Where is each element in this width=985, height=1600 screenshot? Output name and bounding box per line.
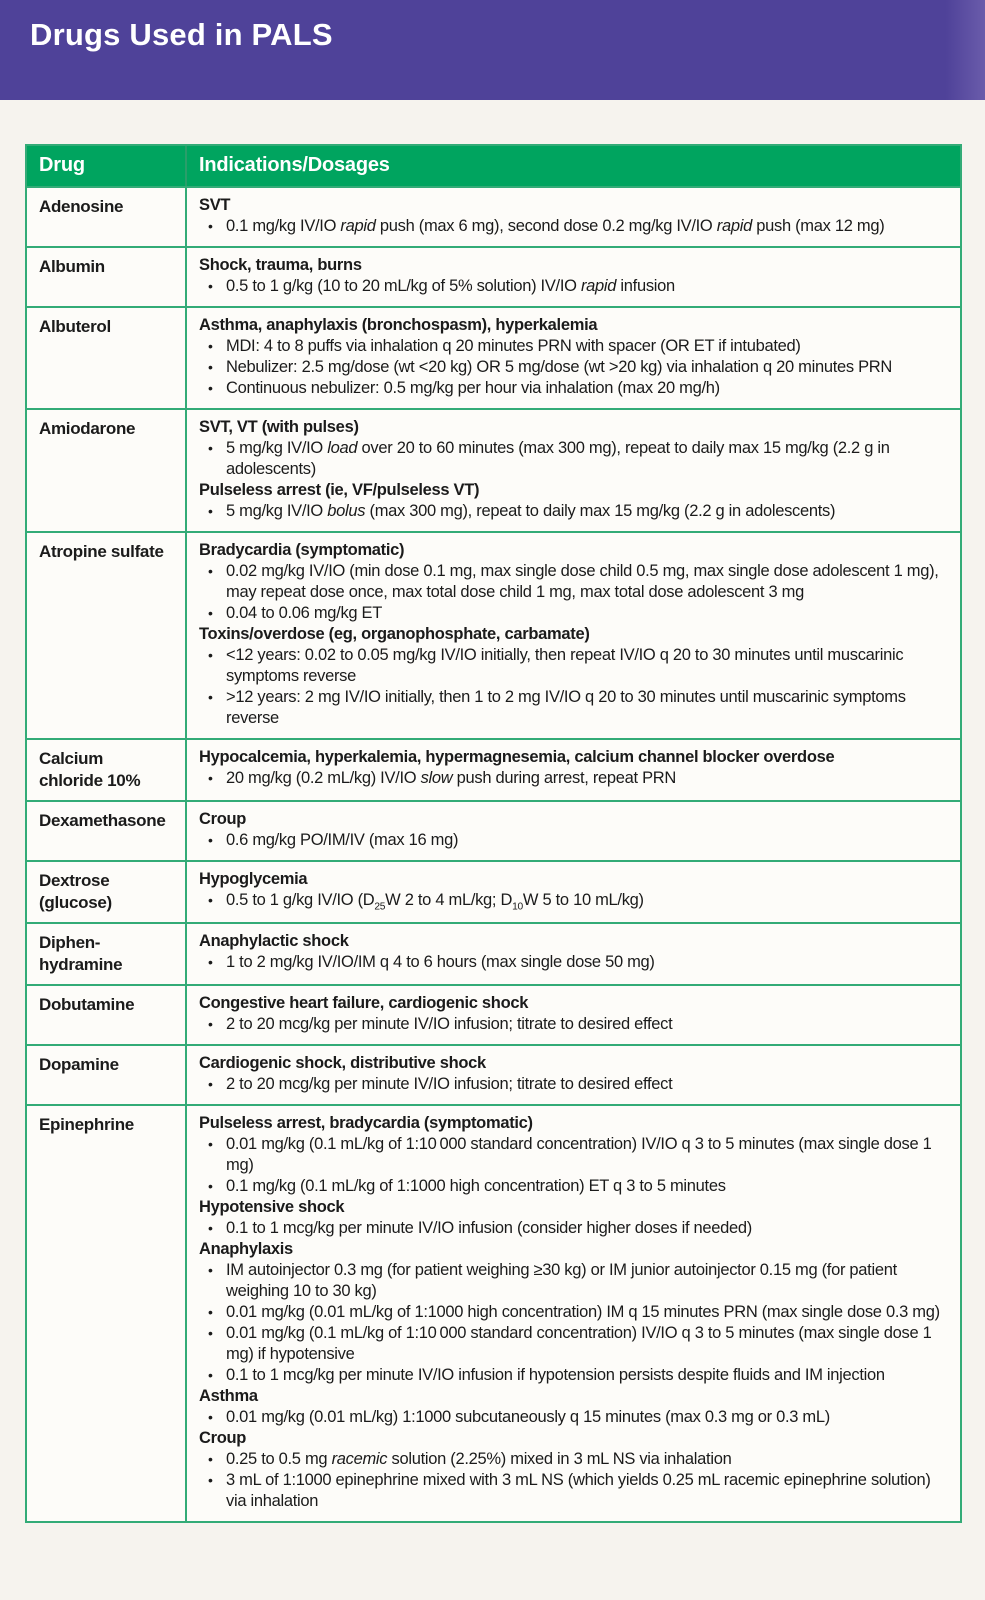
dosage-bullet [199,1074,946,1095]
bullet-icon: • [208,563,213,579]
dosage-bullet [199,1449,946,1470]
dosage-bullet [199,561,946,603]
indication-heading: Toxins/overdose (eg, organophosphate, carbamate) [199,625,590,643]
dosage-text: 5 mg/kg IV/IO load over 20 to 60 minutes (max 300 mg), repeat to daily max 15 mg/kg (2.2 g in adolescents) [226,439,890,478]
drug-name: Dopamine [27,1046,187,1104]
indication-heading: Hypoglycemia [199,870,308,888]
indication-heading: SVT, VT (with pulses) [199,418,359,436]
bullet-icon: • [208,380,213,396]
table-row [27,186,960,246]
dosage-bullet [199,1218,946,1239]
dosage-text: 0.1 to 1 mcg/kg per minute IV/IO infusion (consider higher doses if needed) [226,1219,752,1237]
dosage-text: >12 years: 2 mg IV/IO initially, then 1 to 2 mg IV/IO q 20 to 30 minutes until muscarinic symptoms reverse [226,688,906,727]
indication-heading: Congestive heart failure, cardiogenic shock [199,994,529,1012]
drug-name: Albuterol [27,308,187,408]
dosage-bullet [199,890,946,911]
indication-heading: Hypotensive shock [199,1198,345,1216]
dosage-text: Continuous nebulizer: 0.5 mg/kg per hour via inhalation (max 20 mg/h) [226,379,720,397]
bullet-icon: • [208,1220,213,1236]
indication-heading: Anaphylaxis [199,1240,293,1258]
drug-name: Adenosine [27,188,187,246]
dosage-bullet [199,1407,946,1428]
indication-heading: Anaphylactic shock [199,932,349,950]
dosage-bullet [199,357,946,378]
bullet-icon: • [208,832,213,848]
bullet-icon: • [208,1367,213,1383]
indication-heading: Shock, trauma, burns [199,256,362,274]
bullet-icon: • [208,1409,213,1425]
indication-heading: Pulseless arrest (ie, VF/pulseless VT) [199,481,480,499]
dosage-text: 2 to 20 mcg/kg per minute IV/IO infusion; titrate to desired effect [226,1015,673,1033]
dosage-bullet [199,768,946,789]
dosage-bullet [199,645,946,687]
bullet-icon: • [208,770,213,786]
dosage-text: 0.25 to 0.5 mg racemic solution (2.25%) mixed in 3 mL NS via inhalation [226,1450,732,1468]
dosage-text: 0.01 mg/kg (0.1 mL/kg of 1:10 000 standard concentration) IV/IO q 3 to 5 minutes (max single dose 1 mg) [226,1135,932,1174]
bullet-icon: • [208,954,213,970]
bullet-icon: • [208,1016,213,1032]
dosage-bullet [199,1176,946,1197]
dosage-cell [187,740,960,800]
indication-heading: Croup [199,1429,247,1447]
dosage-text: 0.02 mg/kg IV/IO (min dose 0.1 mg, max single dose child 0.5 mg, max single dose adolescent 1 mg), may repeat dose once, max total dose child 1 mg, max total dose adolescent 3 mg [226,562,939,601]
bullet-icon: • [208,1178,213,1194]
dosage-text: 3 mL of 1:1000 epinephrine mixed with 3 mL NS (which yields 0.25 mL racemic epinephrine solution) via inhalation [226,1471,931,1510]
drug-name: Albumin [27,248,187,306]
dosage-bullet [199,501,946,522]
bullet-icon: • [208,1325,213,1341]
dosage-cell [187,248,960,306]
drug-table [25,144,962,1523]
indication-heading: Pulseless arrest, bradycardia (symptomatic) [199,1114,533,1132]
dosage-bullet [199,1260,946,1302]
indication-heading: Asthma [199,1387,258,1405]
drug-name: Atropine sulfate [27,533,187,738]
table-row [27,1104,960,1521]
dosage-text: 2 to 20 mcg/kg per minute IV/IO infusion; titrate to desired effect [226,1075,673,1093]
dosage-text: 0.1 mg/kg IV/IO rapid push (max 6 mg), second dose 0.2 mg/kg IV/IO rapid push (max 12 mg) [226,217,885,235]
bullet-icon: • [208,1451,213,1467]
dosage-text: IM autoinjector 0.3 mg (for patient weighing ≥30 kg) or IM junior autoinjector 0.15 mg (for patient weighing 10 to 30 kg) [226,1261,897,1300]
table-body [27,186,960,1521]
drug-name: Dextrose (glucose) [27,862,187,922]
dosage-bullet [199,830,946,851]
indication-heading: Hypocalcemia, hyperkalemia, hypermagnesemia, calcium channel blocker overdose [199,748,835,766]
dosage-text: MDI: 4 to 8 puffs via inhalation q 20 minutes PRN with spacer (OR ET if intubated) [226,337,801,355]
dosage-bullet [199,952,946,973]
indication-heading: Croup [199,810,247,828]
dosage-text: 0.1 to 1 mcg/kg per minute IV/IO infusion if hypotension persists despite fluids and IM injection [226,1366,885,1384]
dosage-bullet [199,1302,946,1323]
bullet-icon: • [208,218,213,234]
indication-heading: Cardiogenic shock, distributive shock [199,1054,486,1072]
dosage-text: 5 mg/kg IV/IO bolus (max 300 mg), repeat to daily max 15 mg/kg (2.2 g in adolescents) [226,502,836,520]
dosage-cell [187,924,960,984]
bullet-icon: • [208,278,213,294]
dosage-cell [187,188,960,246]
table-row [27,306,960,408]
dosage-text: 0.04 to 0.06 mg/kg ET [226,604,383,622]
table-header-row [27,146,960,186]
dosage-bullet [199,1014,946,1035]
dosage-cell [187,308,960,408]
table-row [27,984,960,1044]
drug-name: Diphen- hydramine [27,924,187,984]
column-header-drug: Drug [27,146,187,186]
bullet-icon: • [208,647,213,663]
dosage-text: 0.01 mg/kg (0.1 mL/kg of 1:10 000 standard concentration) IV/IO q 3 to 5 minutes (max single dose 1 mg) if hypotensive [226,1324,932,1363]
dosage-text: 20 mg/kg (0.2 mL/kg) IV/IO slow push during arrest, repeat PRN [226,769,677,787]
bullet-icon: • [208,1076,213,1092]
dosage-cell [187,1106,960,1521]
dosage-bullet [199,1134,946,1176]
bullet-icon: • [208,1136,213,1152]
dosage-bullet [199,438,946,480]
bullet-icon: • [208,892,213,908]
dosage-text: <12 years: 0.02 to 0.05 mg/kg IV/IO initially, then repeat IV/IO q 20 to 30 minutes until muscarinic symptoms reverse [226,646,904,685]
page-banner [0,0,985,100]
dosage-bullet [199,216,946,237]
dosage-bullet [199,687,946,729]
table-row [27,531,960,738]
column-header-indications: Indications/Dosages [199,154,390,176]
dosage-text: 0.5 to 1 g/kg IV/IO ($D_{25}W$ 2 to 4 mL/kg; $D_{10}W$ 5 to 10 mL/kg) [226,891,644,913]
dosage-bullet [199,1323,946,1365]
dosage-bullet [199,603,946,624]
table-row [27,1044,960,1104]
bullet-icon: • [208,338,213,354]
dosage-bullet [199,276,946,297]
dosage-text: 0.5 to 1 g/kg (10 to 20 mL/kg of 5% solution) IV/IO rapid infusion [226,277,675,295]
drug-name: Epinephrine [27,1106,187,1521]
indication-heading: Asthma, anaphylaxis (bronchospasm), hyperkalemia [199,316,598,334]
bullet-icon: • [208,503,213,519]
bullet-icon: • [208,1304,213,1320]
table-row [27,800,960,860]
dosage-bullet [199,336,946,357]
dosage-cell [187,533,960,738]
dosage-cell [187,862,960,922]
bullet-icon: • [208,440,213,456]
table-row [27,922,960,984]
dosage-cell [187,986,960,1044]
dosage-cell [187,802,960,860]
bullet-icon: • [208,359,213,375]
bullet-icon: • [208,689,213,705]
dosage-text: Nebulizer: 2.5 mg/dose (wt <20 kg) OR 5 mg/dose (wt >20 kg) via inhalation q 20 minutes PRN [226,358,893,376]
dosage-text: 0.1 mg/kg (0.1 mL/kg of 1:1000 high concentration) ET q 3 to 5 minutes [226,1177,726,1195]
dosage-bullet [199,1365,946,1386]
drug-name: Amiodarone [27,410,187,531]
drug-name: Calcium chloride 10% [27,740,187,800]
bullet-icon: • [208,1262,213,1278]
table-row [27,246,960,306]
dosage-bullet [199,378,946,399]
dosage-text: 0.01 mg/kg (0.01 mL/kg of 1:1000 high concentration) IM q 15 minutes PRN (max single dose 0.3 mg) [226,1303,940,1321]
dosage-bullet [199,1470,946,1512]
table-row [27,860,960,922]
dosage-text: 1 to 2 mg/kg IV/IO/IM q 4 to 6 hours (max single dose 50 mg) [226,953,655,971]
drug-name: Dobutamine [27,986,187,1044]
table-row [27,738,960,800]
dosage-cell [187,410,960,531]
bullet-icon: • [208,605,213,621]
page-title: Drugs Used in PALS [30,17,333,52]
dosage-text: 0.6 mg/kg PO/IM/IV (max 16 mg) [226,831,459,849]
indication-heading: Bradycardia (symptomatic) [199,541,405,559]
dosage-text: 0.01 mg/kg (0.01 mL/kg) 1:1000 subcutaneously q 15 minutes (max 0.3 mg or 0.3 mL) [226,1408,830,1426]
dosage-cell [187,1046,960,1104]
indication-heading: SVT [199,196,231,214]
table-row [27,408,960,531]
drug-name: Dexamethasone [27,802,187,860]
bullet-icon: • [208,1472,213,1488]
